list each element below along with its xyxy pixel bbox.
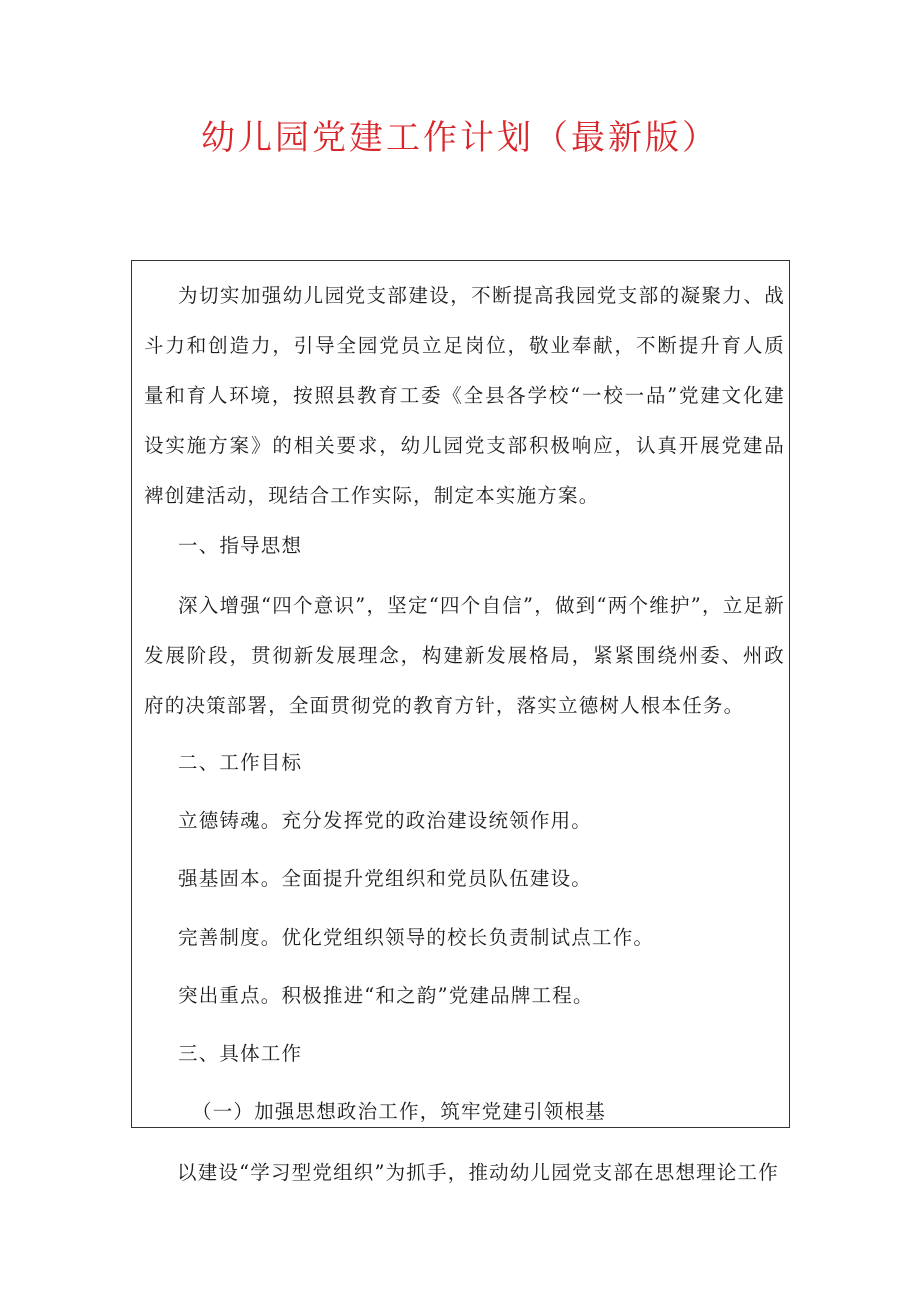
section-heading-guiding-ideology: 一、指导思想 [178,534,303,557]
goal-item: 强基固本。全面提升党组织和党员队伍建设。 [178,867,593,890]
goal-item: 完善制度。优化党组织领导的校长负责制试点工作。 [178,926,655,949]
section-heading-specific-work: 三、具体工作 [178,1042,303,1065]
guiding-ideology-paragraph: 深入增强“四个意识”，坚定“四个自信”，做到“两个维护”，立足新发展阶段，贯彻新发展理念，构建新发展格局，紧紧围绕州委、州政府的决策部署，全面贯彻党的教育方针，落实立德树人根本任务。 [144,594,785,717]
subsection-heading: （一）加强思想政治工作，筑牢党建引领根基 [192,1100,607,1123]
goal-item: 立德铸魂。充分发挥党的政治建设统领作用。 [178,809,593,832]
continuation-paragraph: 以建设“学习型党组织”为抓手，推动幼儿园党支部在思想理论工作 [177,1161,779,1184]
document-title: 幼儿园党建工作计划（最新版） [201,118,719,158]
section-heading-work-goals: 二、工作目标 [178,751,303,774]
intro-paragraph: 为切实加强幼儿园党支部建设，不断提高我园党支部的凝聚力、战斗力和创造力，引导全园党员立足岗位，敬业奉献，不断提升育人质量和育人环境，按照县教育工委《全县各学校“一校一品”党建文化建设实施方案》的相关要求，幼儿园党支部积极响应，认真开展党建品裨创建活动，现结合工作实际，制定本实施方案。 [144,284,785,507]
goal-item: 突出重点。积极推进“和之韵”党建品牌工程。 [178,984,594,1007]
content-frame [131,260,790,1128]
